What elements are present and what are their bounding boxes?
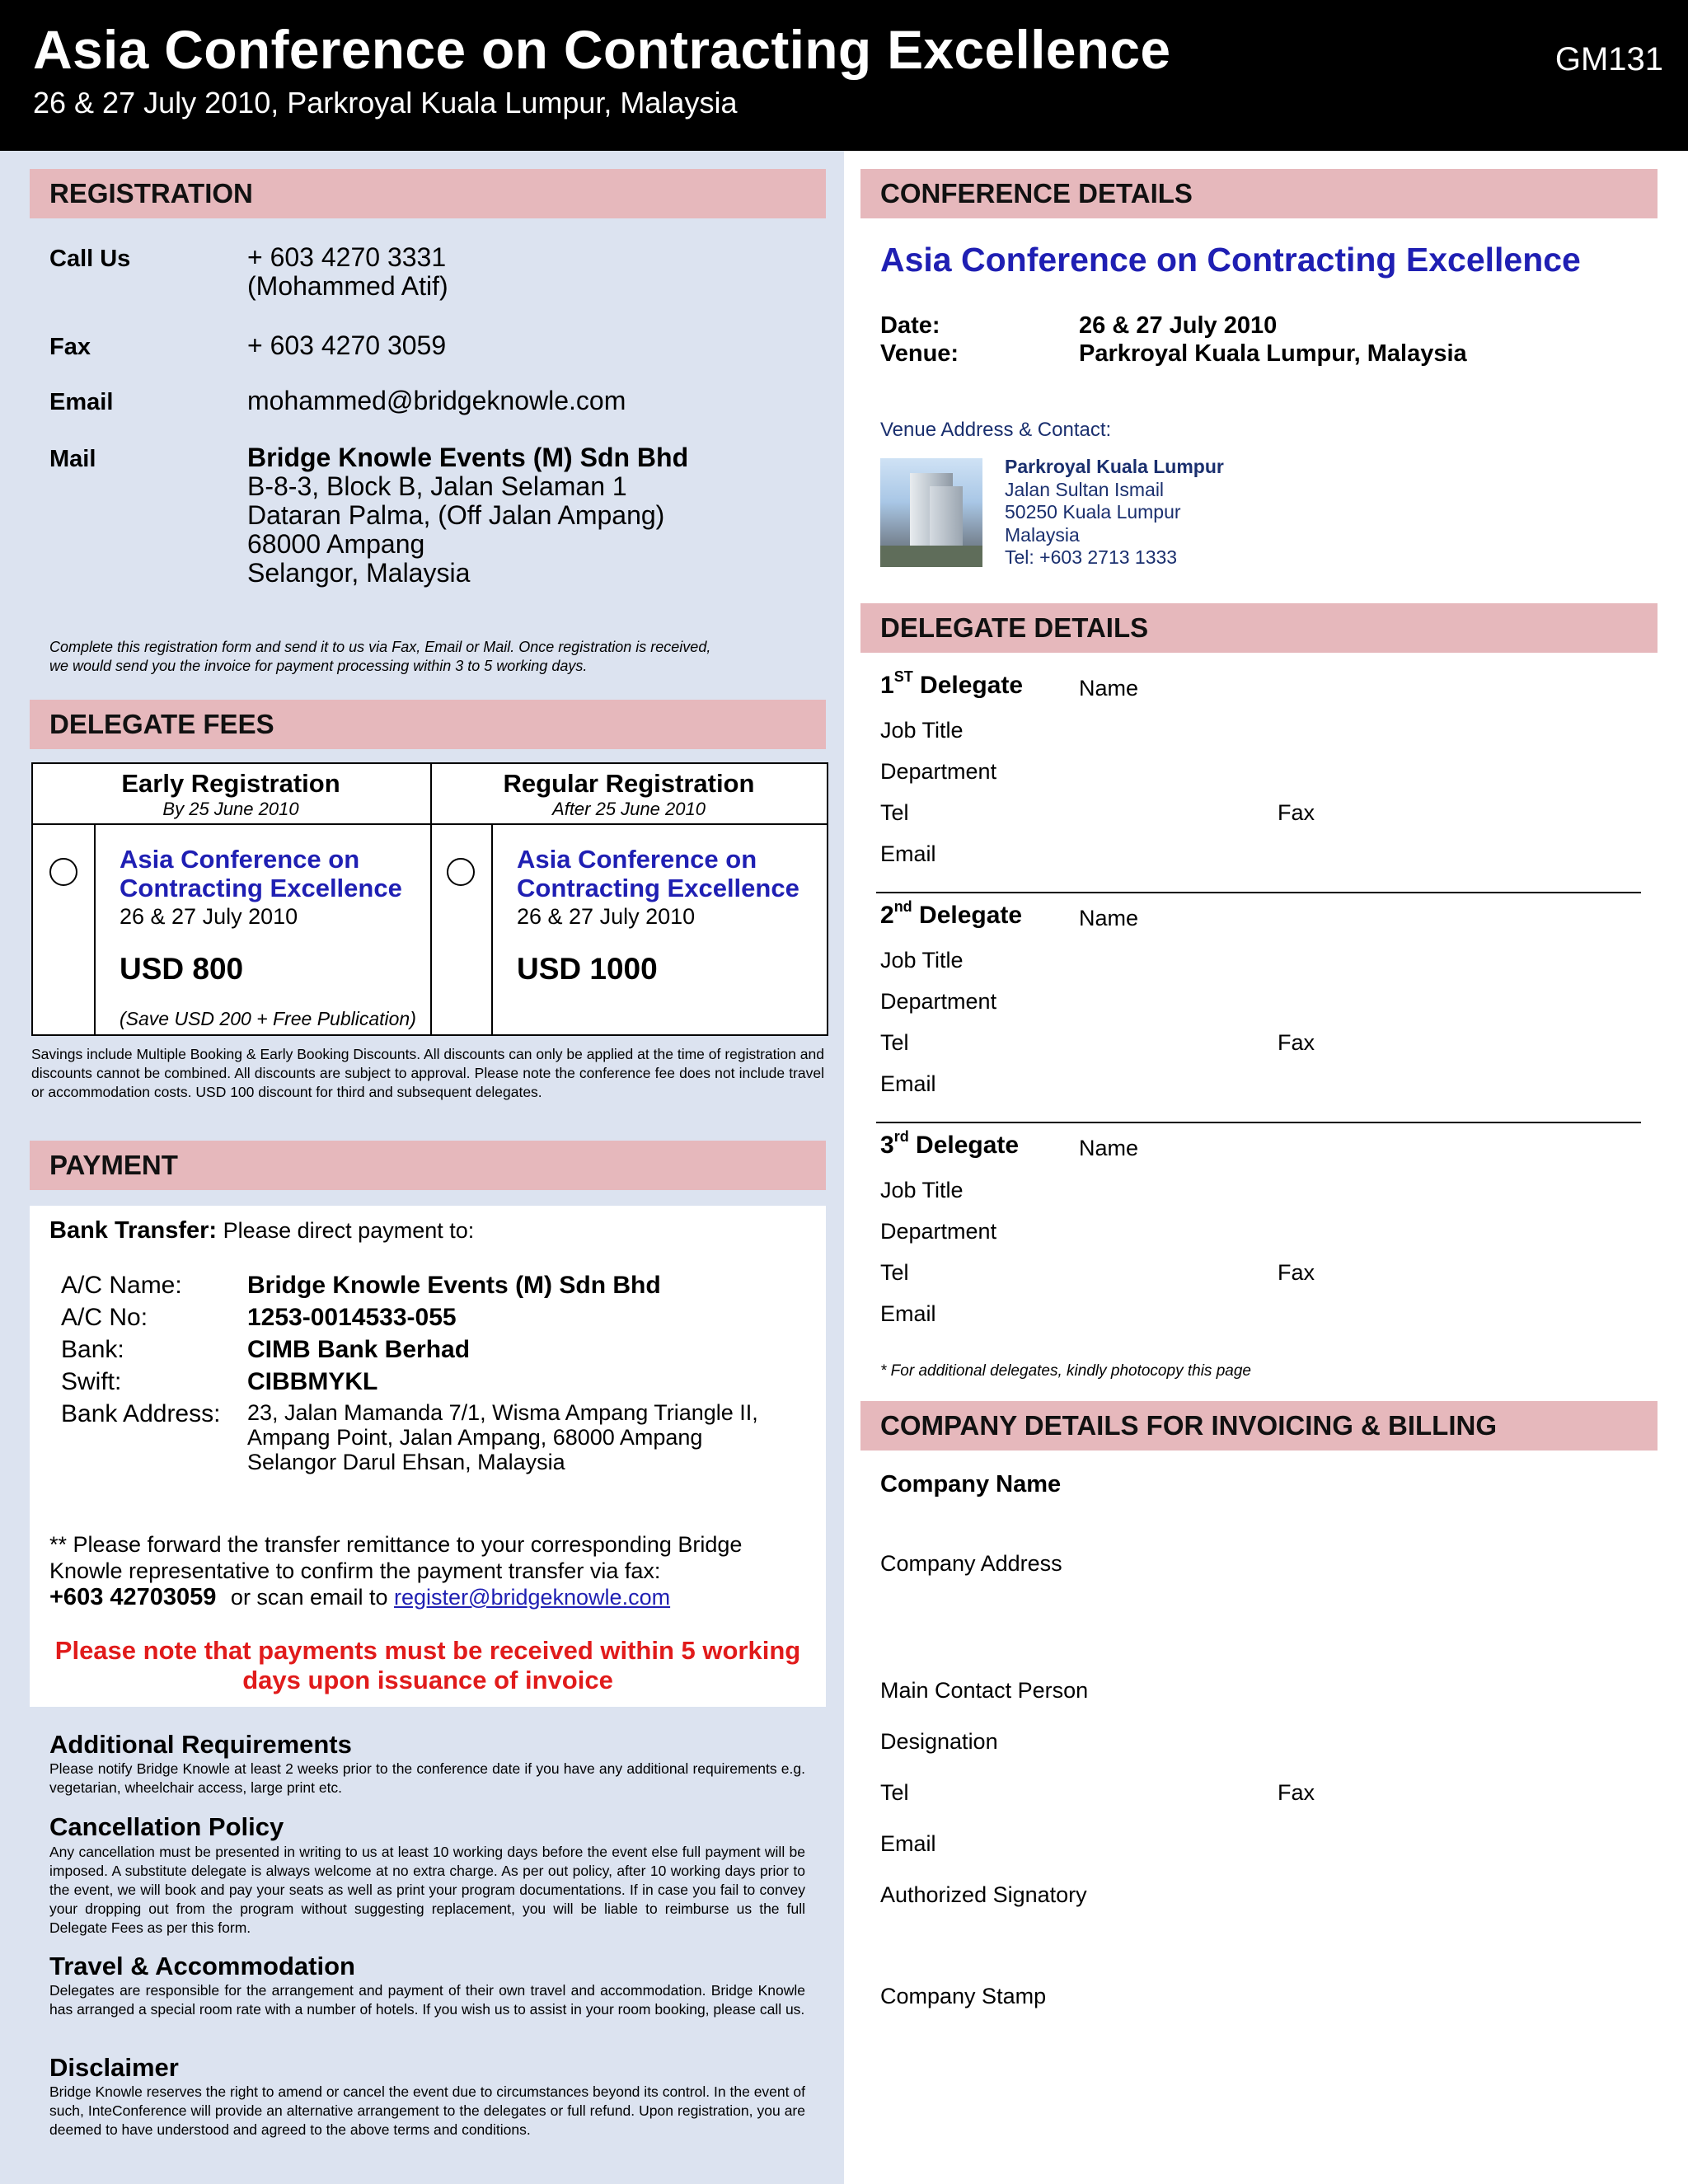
regular-registration-radio[interactable] [447,858,475,886]
payment-heading: PAYMENT [30,1141,826,1190]
address-line: Selangor Darul Ehsan, Malaysia [247,1450,565,1474]
delegate-2-dept-label[interactable]: Department [880,989,997,1014]
company-name-label[interactable]: Company Name [880,1471,1062,1497]
delegate-1-name-label[interactable]: Name [1079,676,1139,701]
mail-line: Bridge Knowle Events (M) Sdn Bhd [247,443,689,472]
table-divider [94,823,96,1036]
delegate-3-fax-label[interactable]: Fax [1278,1260,1315,1285]
forward-line: Knowle representative to confirm the payment transfer via fax: [49,1558,661,1583]
registration-note [49,638,710,676]
ac-name-label: A/C Name: [61,1272,182,1299]
address-line: Ampang Point, Jalan Ampang, 68000 Ampang [247,1425,703,1450]
regular-title: Regular Registration [503,769,755,798]
mail-line: Dataran Palma, (Off Jalan Ampang) [247,500,665,530]
date-label: Date: [880,312,940,339]
page-title: Asia Conference on Contracting Excellence [33,19,1171,80]
hotel-name: Parkroyal Kuala Lumpur [1005,456,1224,477]
payment-deadline-note [30,1636,826,1695]
ac-name-value: Bridge Knowle Events (M) Sdn Bhd [247,1272,661,1299]
delegate-divider [876,1122,1641,1123]
disclaimer-text: Bridge Knowle reserves the right to amend or cancel the event due to circumstances beyond its control. In the event of such, InteConference will provide an alternative arrangement to the delegates or full refund. Upon registration, you are deemed to have understood and agreed to the above terms and conditions. [49,2083,805,2138]
photocopy-note: * For additional delegates, kindly photocopy this page [880,1362,1251,1380]
table-divider [33,823,827,825]
date-value: 26 & 27 July 2010 [1079,312,1278,339]
delegate-word: Delegate [908,1132,1020,1159]
conference-title: Asia Conference on Contracting Excellence [880,241,1581,279]
bank-value: CIMB Bank Berhad [247,1336,471,1363]
travel-title: Travel & Accommodation [49,1952,355,1980]
delegate-1-tel-label[interactable]: Tel [880,800,909,825]
delegate-3-email-label[interactable]: Email [880,1301,936,1326]
early-price: USD 800 [120,952,244,986]
delegate-num: 3 [880,1132,894,1159]
note-line: Please note that payments must be received within 5 working [54,1636,801,1665]
delegate-word: Delegate [912,672,1024,699]
company-address-label[interactable]: Company Address [880,1551,1062,1576]
conference-labels [880,312,959,368]
call-contact: (Mohammed Atif) [247,271,448,301]
regular-registration-header [431,769,827,820]
conf-line: Contracting Excellence [120,874,402,902]
delegate-3-tel-label[interactable]: Tel [880,1260,909,1285]
conf-line: Contracting Excellence [517,874,799,902]
hotel-photo [880,458,982,567]
page-header [0,0,1688,151]
bank-transfer-label: Bank Transfer: [49,1217,218,1244]
cancellation-policy-title: Cancellation Policy [49,1812,284,1841]
company-fax-label[interactable]: Fax [1278,1780,1315,1805]
mail-label: Mail [49,446,96,472]
delegate-3-heading [880,1128,1020,1160]
hotel-ground-shape [880,546,982,567]
email-label: Email [49,389,114,415]
bank-address [247,1400,758,1474]
bank-labels [61,1269,220,1430]
note-line: days upon issuance of invoice [242,1666,613,1694]
venue-contact-label: Venue Address & Contact: [880,419,1112,441]
fax-label: Fax [49,334,91,360]
fax-value: + 603 4270 3059 [247,330,447,360]
delegate-num: 1 [880,672,894,699]
delegate-ordinal: ST [893,668,913,685]
company-stamp-label[interactable]: Company Stamp [880,1984,1047,2008]
fees-table [31,762,828,1036]
delegate-3-dept-label[interactable]: Department [880,1219,997,1244]
payment-fax-number: +603 42703059 [49,1584,217,1610]
ac-no-label: A/C No: [61,1304,148,1331]
note-line: we would send you the invoice for payment processing within 3 to 5 working days. [49,658,588,674]
authorized-signatory-label[interactable]: Authorized Signatory [880,1882,1087,1907]
bank-values [247,1269,661,1398]
regular-price: USD 1000 [517,952,658,986]
mail-line: 68000 Ampang [247,529,425,559]
form-code: GM131 [1554,41,1663,77]
register-email-link[interactable]: register@bridgeknowle.com [394,1585,671,1610]
early-registration-header [33,769,429,820]
conference-details-heading: CONFERENCE DETAILS [860,169,1658,218]
swift-value: CIBBMYKL [247,1368,378,1395]
early-conference-date: 26 & 27 July 2010 [120,904,298,929]
ac-no-value: 1253-0014533-055 [247,1304,457,1331]
early-save-note: (Save USD 200 + Free Publication) [120,1008,416,1029]
or-text: or scan email to [230,1585,388,1610]
delegate-2-email-label[interactable]: Email [880,1071,936,1096]
disclaimer-title: Disclaimer [49,2053,179,2082]
delegate-2-tel-label[interactable]: Tel [880,1030,909,1055]
delegate-divider [876,892,1641,893]
main-contact-label[interactable]: Main Contact Person [880,1678,1089,1703]
delegate-2-job-label[interactable]: Job Title [880,948,964,972]
conf-line: Asia Conference on [120,845,360,874]
conf-line: Asia Conference on [517,845,757,874]
bank-label: Bank: [61,1336,124,1363]
designation-label[interactable]: Designation [880,1729,998,1754]
table-divider [491,823,493,1036]
company-email-label[interactable]: Email [880,1831,936,1856]
regular-conference-name [517,845,830,902]
email-value[interactable]: mohammed@bridgeknowle.com [247,386,626,415]
forward-line: ** Please forward the transfer remittance to your corresponding Bridge [49,1532,743,1557]
regular-conference-date: 26 & 27 July 2010 [517,904,696,929]
hotel-line: Jalan Sultan Ismail [1005,478,1165,500]
hotel-line: Tel: +603 2713 1333 [1005,546,1178,568]
bank-transfer-line [49,1216,474,1245]
bank-address-label: Bank Address: [61,1400,221,1427]
delegate-1-dept-label[interactable]: Department [880,759,997,784]
cancellation-policy-text: Any cancellation must be presented in writing to us at least 10 working days before the event else full payment will be imposed. A substitute delegate is always welcome at no extra charge. As per out policy, after 10 working days prior to the event, we will book and pay your seats as well as print your program documentations. If in case you fail to convey your dropping out from the program without suggesting replacement, you will be liable to reimburse us the full Delegate Fees as per this form. [49,1844,805,1936]
delegate-2-name-label[interactable]: Name [1079,906,1139,930]
mail-line: Selangor, Malaysia [247,558,471,588]
early-registration-radio[interactable] [49,858,77,886]
company-tel-label[interactable]: Tel [880,1780,909,1805]
early-title: Early Registration [121,769,340,798]
delegate-ordinal: rd [893,1128,909,1145]
delegate-num: 2 [880,902,894,929]
page-subtitle: 26 & 27 July 2010, Parkroyal Kuala Lumpur, Malaysia [33,86,738,120]
mail-address [247,443,688,588]
delegate-word: Delegate [912,902,1023,929]
call-number: + 603 4270 3331 [247,242,447,272]
address-line: 23, Jalan Mamanda 7/1, Wisma Ampang Triangle II, [247,1400,758,1425]
bank-transfer-text: Please direct payment to: [223,1218,475,1243]
delegate-2-heading [880,898,1023,930]
venue-value: Parkroyal Kuala Lumpur, Malaysia [1079,340,1467,367]
call-value [247,243,448,301]
call-label: Call Us [49,246,131,272]
delegate-1-email-label[interactable]: Email [880,841,936,866]
note-line: Complete this registration form and send it to us via Fax, Email or Mail. Once registration is received, [49,639,711,655]
delegate-3-job-label[interactable]: Job Title [880,1178,964,1202]
delegate-details-heading: DELEGATE DETAILS [860,603,1658,653]
delegate-2-fax-label[interactable]: Fax [1278,1030,1315,1055]
regular-deadline: After 25 June 2010 [552,799,706,819]
early-conference-name [120,845,433,902]
travel-text: Delegates are responsible for the arrangement and payment of their own travel and accommodation. Bridge Knowle has arranged a special room rate with a number of hotels. If you wish us to assist in your room booking, please call us. [49,1982,805,2018]
registration-heading: REGISTRATION [30,169,826,218]
hotel-line: 50250 Kuala Lumpur [1005,501,1181,523]
hotel-address [1005,456,1224,569]
delegate-1-fax-label[interactable]: Fax [1278,800,1315,825]
conference-values [1079,312,1467,368]
early-deadline: By 25 June 2010 [162,799,299,819]
company-details-heading: COMPANY DETAILS FOR INVOICING & BILLING [860,1401,1658,1451]
hotel-line: Malaysia [1005,523,1080,546]
delegate-3-name-label[interactable]: Name [1079,1136,1139,1160]
forward-remittance-note [49,1531,742,1610]
additional-requirements-title: Additional Requirements [49,1730,352,1759]
venue-label: Venue: [880,340,959,367]
additional-requirements-text: Please notify Bridge Knowle at least 2 weeks prior to the conference date if you have any additional requirements e.g. vegetarian, wheelchair access, large print etc. [49,1760,805,1796]
delegate-ordinal: nd [893,898,912,915]
delegate-1-heading [880,668,1024,700]
swift-label: Swift: [61,1368,122,1395]
delegate-fees-heading: DELEGATE FEES [30,700,826,749]
mail-line: B-8-3, Block B, Jalan Selaman 1 [247,471,627,501]
savings-note: Savings include Multiple Booking & Early Booking Discounts. All discounts can only be applied at the time of registration and discounts cannot be combined. All discounts are subject to approval. Please note the conference fee does not include travel or accommodation costs. USD 100 discount for third and subsequent delegates. [31,1046,824,1100]
right-column [844,151,1688,2184]
delegate-1-job-label[interactable]: Job Title [880,718,964,743]
